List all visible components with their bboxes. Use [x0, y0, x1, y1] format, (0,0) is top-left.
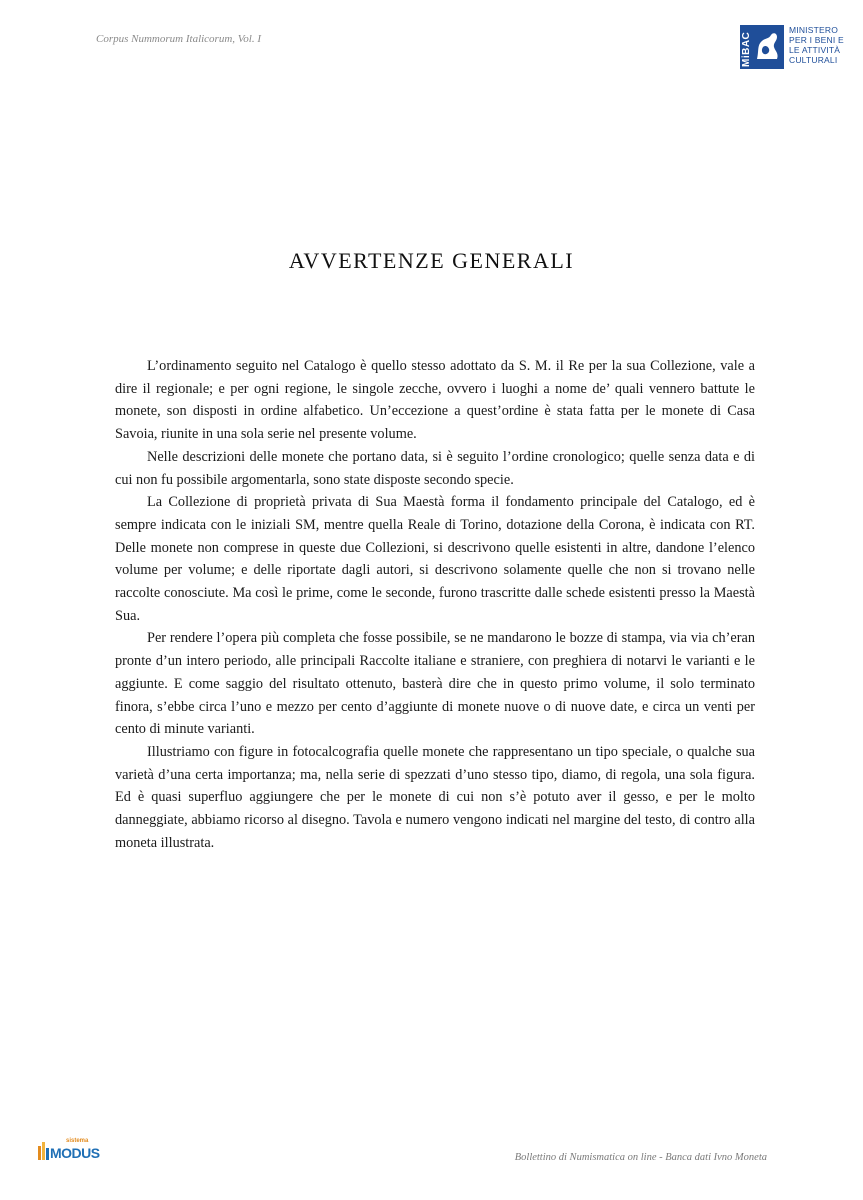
paragraph: La Collezione di proprietà privata di Sua Maestà forma il fondamento principale del Catalogo, ed è sempre indicata con le iniziali SM, mentre quella Reale di Torino, dotazione della Corona, è indicata con RT. Delle monete non comprese in queste due Collezioni, si descrivono quelle esistenti in altre, dandone l’elenco volume per volume; e delle riportate dagli autori, si descrivono solamente quelle che non si trovano nelle raccolte conosciute. Ma così le prime, come le seconde, furono trascritte dalle schede esistenti presso la Maestà Sua. [115, 494, 755, 624]
page-title: AVVERTENZE GENERALI [288, 248, 575, 273]
body-text [115, 355, 755, 854]
ministry-line: MINISTERO [789, 25, 839, 35]
paragraph: Illustriamo con figure in fotocalcografia quelle monete che rappresentano un tipo speciale, o qualche sua varietà d’una certa importanza; ma, nella serie di spezzati d’uno stesso tipo, diamo, di regola, una sola figura. Ed è quasi superfluo aggiungere che per le monete di cui non s’è potuto aver il gesso, e per le molto danneggiate, abbiamo ricorso al disegno. Tavola e numero vengono indicati nel margine del testo, di contro alla moneta illustrata. [115, 743, 755, 851]
ministry-line: LE ATTIVITÀ [789, 45, 841, 55]
mibac-logo [740, 25, 844, 69]
ministry-line: PER I BENI E [789, 35, 844, 45]
modus-logo [38, 1138, 98, 1164]
ministry-line: CULTURALI [789, 55, 838, 65]
footer-credit: Bollettino di Numismatica on line - Banca dati Ivno Moneta [514, 1152, 767, 1163]
paragraph: L’ordinamento seguito nel Catalogo è quello stesso adottato da S. M. il Re per la sua Collezione, vale a dire il regionale; e per ogni regione, le singole zecche, ovvero i luoghi a nome de’ quali vennero battute le monete, son disposti in ordine alfabetico. Un’eccezione a quest’ordine è stata fatta per le monete di Casa Savoia, riunite in una sola serie nel presente volume. [115, 358, 755, 443]
modus-small-text: sistema [66, 1138, 89, 1144]
modus-bars-icon [38, 1142, 50, 1160]
mibac-emblem-icon [740, 25, 784, 69]
ministry-name [789, 25, 844, 65]
modus-word: MODUS [50, 1145, 100, 1161]
paragraph: Per rendere l’opera più completa che fosse possibile, se ne mandarono le bozze di stampa, via via ch’eran pronte d’un intero periodo, alle principali Raccolte italiane e straniere, con preghiera di notarvi le varianti e le aggiunte. E come saggio del risultato ottenuto, basterà dire che in questo primo volume, il solo terminato finora, s’ebbe circa l’uno e mezzo per cento d’aggiunte di monete nuove o di nuove date, e circa un venti per cento di minute varianti. [115, 630, 755, 738]
paragraph: Nelle descrizioni delle monete che portano data, si è seguito l’ordine cronologico; quelle senza data e di cui non fu possibile argomentarla, sono state disposte secondo specie. [115, 448, 755, 488]
mibac-mark-text: MiBAC [741, 31, 752, 67]
running-title: Corpus Nummorum Italicorum, Vol. I [96, 33, 262, 45]
statue-icon [753, 29, 781, 63]
